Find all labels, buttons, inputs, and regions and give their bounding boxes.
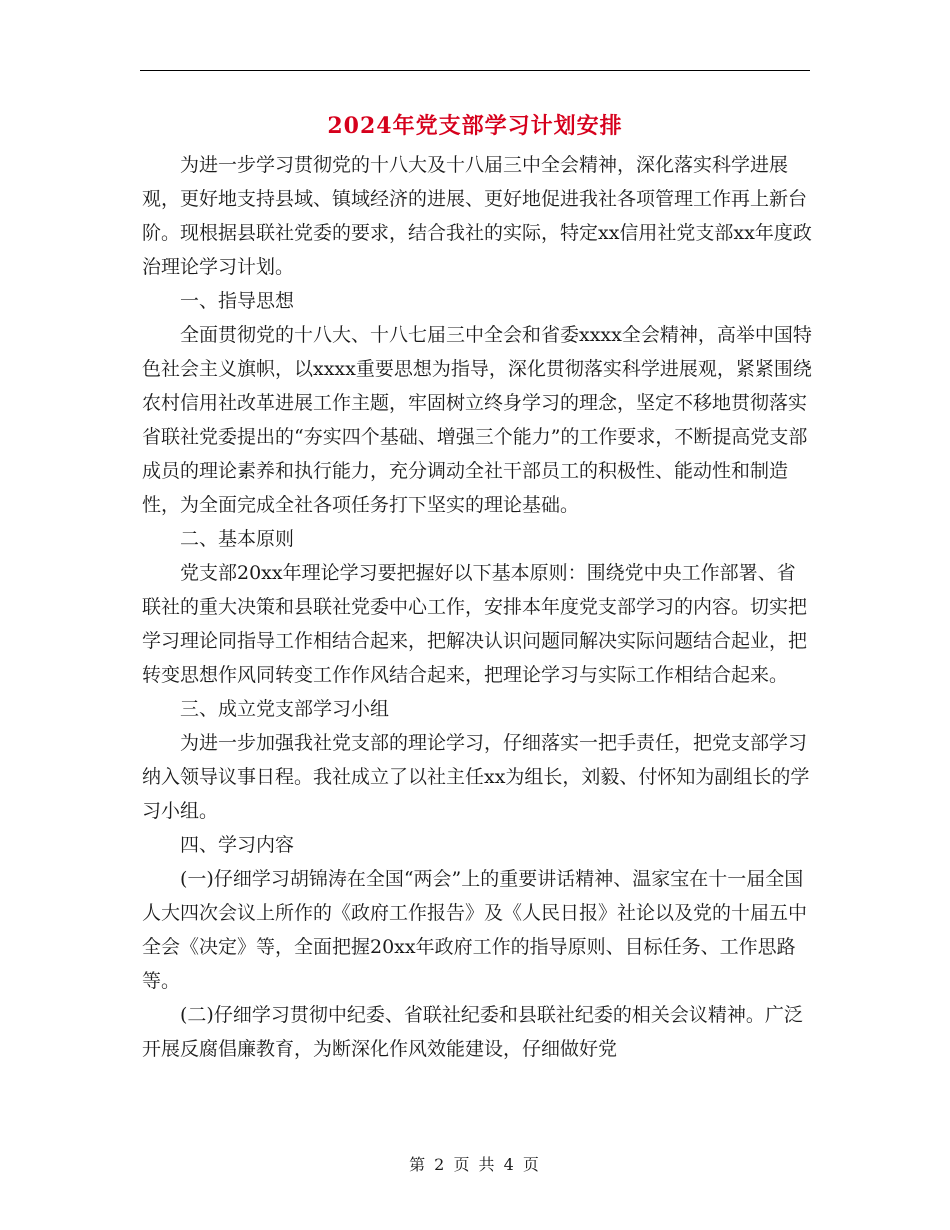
study-group-paragraph: 为进一步加强我社党支部的理论学习，仔细落实一把手责任，把党支部学习纳入领导议事日程。我社成立了以社主任xx为组长，刘毅、付怀知为副组长的学习小组。 [142,732,810,822]
section-heading-study-content: 四、学习内容 [180,834,295,856]
section-heading-basic-principles: 二、基本原则 [180,528,295,550]
section-heading-guiding-ideology: 一、指导思想 [180,290,295,312]
intro-paragraph: 为进一步学习贯彻党的十八大及十八届三中全会精神，深化落实科学进展观，更好地支持县域、镇域经济的进展、更好地促进我社各项管理工作再上新台阶。现根据县联社党委的要求，结合我社的实际，特定xx信用社党支部xx年度政治理论学习计划。 [142,154,812,278]
document-body [142,148,812,1066]
basic-principles-paragraph: 党支部20xx年理论学习要把握好以下基本原则：围绕党中央工作部署、省联社的重大决策和县联社党委中心工作，安排本年度党支部学习的内容。切实把学习理论同指导工作相结合起来，把解决认识问题同解决实际问题结合起业，把转变思想作风同转变工作作风结合起来，把理论学习与实际工作相结合起来。 [142,562,808,686]
study-content-item-1: (一)仔细学习胡锦涛在全国“两会”上的重要讲话精神、温家宝在十一届全国人大四次会议上所作的《政府工作报告》及《人民日报》社论以及党的十届五中全会《决定》等，全面把握20xx年政府工作的指导原则、目标任务、工作思路等。 [142,868,808,992]
header-rule [140,70,810,71]
page-number-footer: 第 2 页 共 4 页 [409,1155,541,1174]
guiding-ideology-paragraph: 全面贯彻党的十八大、十八七届三中全会和省委xxxx全会精神，高举中国特色社会主义旗帜，以xxxx重要思想为指导，深化贯彻落实科学进展观，紧紧围绕农村信用社改革进展工作主题，牢固树立终身学习的理念，坚定不移地贯彻落实省联社党委提出的“夯实四个基础、增强三个能力”的工作要求，不断提高党支部成员的理论素养和执行能力，充分调动全社干部员工的积极性、能动性和制造性，为全面完成全社各项任务打下坚实的理论基础。 [142,324,812,516]
document-title: 2024年党支部学习计划安排 [327,113,623,139]
section-heading-study-group: 三、成立党支部学习小组 [180,698,390,720]
study-content-item-2: (二)仔细学习贯彻中纪委、省联社纪委和县联社纪委的相关会议精神。广泛开展反腐倡廉教育，为断深化作风效能建设，仔细做好党 [142,1004,803,1060]
